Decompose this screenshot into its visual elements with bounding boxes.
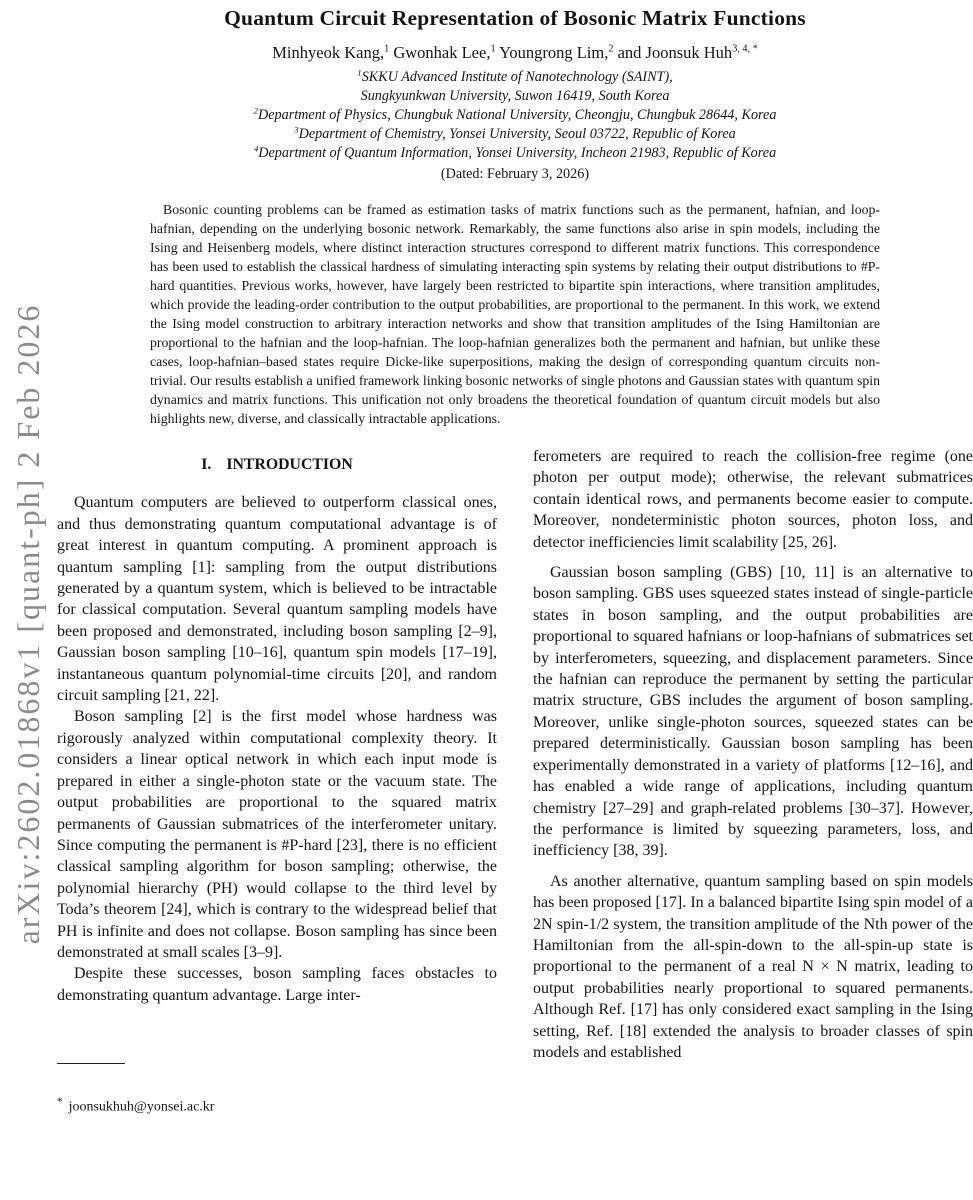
section-number: I.: [201, 456, 212, 473]
author-line: [57, 43, 973, 63]
section-heading: [57, 454, 497, 475]
footnote: [57, 1063, 214, 1118]
footnote-text: [57, 1092, 214, 1118]
paragraph: Gaussian boson sampling (GBS) [10, 11] is an alternative to boson sampling. GBS uses squeezed states instead of single-particle states in boson sampling, and the output probabilities are proportional to squared hafnians or loop-hafnians of submatrices set by interferometers, squeezing, and displacement parameters. Since the hafnian can reproduce the permanent by setting the particular matrix structure, GBS includes the argument of boson sampling. Moreover, unlike single-photon sources, squeezed states can be prepared deterministically. Gaussian boson sampling has been experimentally demonstrated in a variety of platforms [12–16], and has enabled a wide range of applications, including quantum chemistry [27–29] and graph-related problems [30–37]. However, the performance is limited by squeezing parameters, loss, and inefficiency [38, 39].: [533, 564, 973, 860]
paragraph: Boson sampling [2] is the first model whose hardness was rigorously analyzed within computational complexity theory. It considers a linear optical network in which each input mode is prepared in either a single-photon state or the vacuum state. The output probabilities are proportional to the squared matrix permanents of Gaussian submatrices of the interferometer unitary. Since computing the permanent is #P-hard [23], there is no efficient classical sampling algorithm for boson sampling; otherwise, the polynomial hierarchy (PH) would collapse to the third level by Toda’s theorem [24], which is contrary to the widespread belief that PH is infinite and does not collapse. Boson sampling has since been demonstrated at small scales [3–9].: [57, 708, 497, 961]
affiliation-line: $^1$SKKU Advanced Institute of Nanotechnology (SAINT),: [357, 67, 673, 85]
footnote-rule: [57, 1063, 125, 1064]
left-column: [57, 446, 497, 1122]
paper-content: [57, 0, 973, 1122]
affiliation-block: [57, 68, 973, 163]
author-name: Youngrong Lim,$^2$: [499, 43, 614, 62]
footnote-marker: *: [57, 1095, 63, 1108]
right-column: [533, 446, 973, 1122]
body-columns: [57, 446, 973, 1122]
abstract: Bosonic counting problems can be framed as estimation tasks of matrix functions such as the permanent, hafnian, and loop-hafnian, depending on the underlying bosonic network. Remarkably, the same functions also arise in spin models, including the Ising and Heisenberg models, where distinct interaction structures correspond to different matrix functions. This correspondence has been used to establish the classical hardness of simulating interacting spin systems by relating their output distributions to #P-hard quantities. Previous works, however, have largely been restricted to bipartite spin interactions, where transition amplitudes, which provide the leading-order contribution to the output probabilities, are proportional to the permanent. In this work, we extend the Ising model construction to arbitrary interaction networks and show that transition amplitudes of the Ising Hamiltonian are proportional to the hafnian and the loop-hafnian. The loop-hafnian generalizes both the permanent and hafnian, but unlike these cases, loop-hafnian–based states require Dicke-like superpositions, making the design of corresponding quantum circuits non-trivial. Our results establish a unified framework linking bosonic networks of single photons and Gaussian states with quantum spin dynamics and matrix functions. This unification not only broadens the theoretical foundation of quantum circuit models but also highlights new, diverse, and classically intractable applications.: [150, 202, 880, 426]
paragraph: Quantum computers are believed to outperform classical ones, and thus demonstrating quantum computational advantage is of great interest in quantum computing. A prominent approach is quantum sampling [1]: sampling from the output distributions generated by a quantum system, which is believed to be intractable for classical computation. Several quantum sampling models have been proposed and demonstrated, including boson sampling [2–9], Gaussian boson sampling [10–16], quantum spin models [17–19], instantaneous quantum polynomial-time circuits [20], and random circuit sampling [21, 22].: [57, 494, 497, 705]
dated-line: (Dated: February 3, 2026): [440, 166, 590, 182]
affiliation-line: $^2$Department of Physics, Chungbuk National University, Cheongju, Chungbuk 28644, Korea: [253, 105, 777, 123]
paragraph: ferometers are required to reach the collision-free regime (one photon per output mode); otherwise, the relevant submatrices contain identical rows, and permanents become easier to compute. Moreover, nondeterministic photon sources, photon loss, and detector inefficiencies limit scalability [25, 26].: [533, 448, 973, 551]
author-name: Minhyeok Kang,$^1$: [272, 43, 390, 62]
footnote-email[interactable]: joonsukhuh@yonsei.ac.kr: [68, 1099, 215, 1115]
author-name: and Joonsuk Huh$^{3, 4, *}$: [617, 43, 758, 62]
arxiv-watermark: arXiv:2602.01868v1 [quant-ph] 2 Feb 2026: [10, 303, 46, 945]
paragraph: Despite these successes, boson sampling faces obstacles to demonstrating quantum advantage. Large inter-: [57, 965, 497, 1004]
paper-header: [57, 0, 973, 183]
affiliation-line: Sungkyunkwan University, Suwon 16419, South Korea: [360, 88, 670, 104]
section-title: INTRODUCTION: [226, 456, 353, 473]
right-column-paragraphs: [533, 446, 973, 1063]
paper-title: Quantum Circuit Representation of Bosonic Matrix Functions: [224, 6, 806, 30]
left-column-paragraphs: [57, 492, 497, 1006]
author-name: Gwonhak Lee,$^1$: [393, 43, 496, 62]
affiliation-line: $^4$Department of Quantum Information, Yonsei University, Incheon 21983, Republic of Korea: [253, 143, 777, 161]
affiliation-line: $^3$Department of Chemistry, Yonsei University, Seoul 03722, Republic of Korea: [294, 124, 736, 142]
paragraph: As another alternative, quantum sampling based on spin models has been proposed [17]. In a balanced bipartite Ising spin model of a 2N spin-1/2 system, the transition amplitude of the Nth power of the Hamiltonian from the all-spin-down to the all-spin-up state is proportional to the permanent of a real N × N matrix, leading to output probabilities nearly proportional to squared permanents. Although Ref. [17] has only considered exact sampling in the Ising setting, Ref. [18] extended the analysis to broader classes of spin models and established: [533, 872, 973, 1061]
